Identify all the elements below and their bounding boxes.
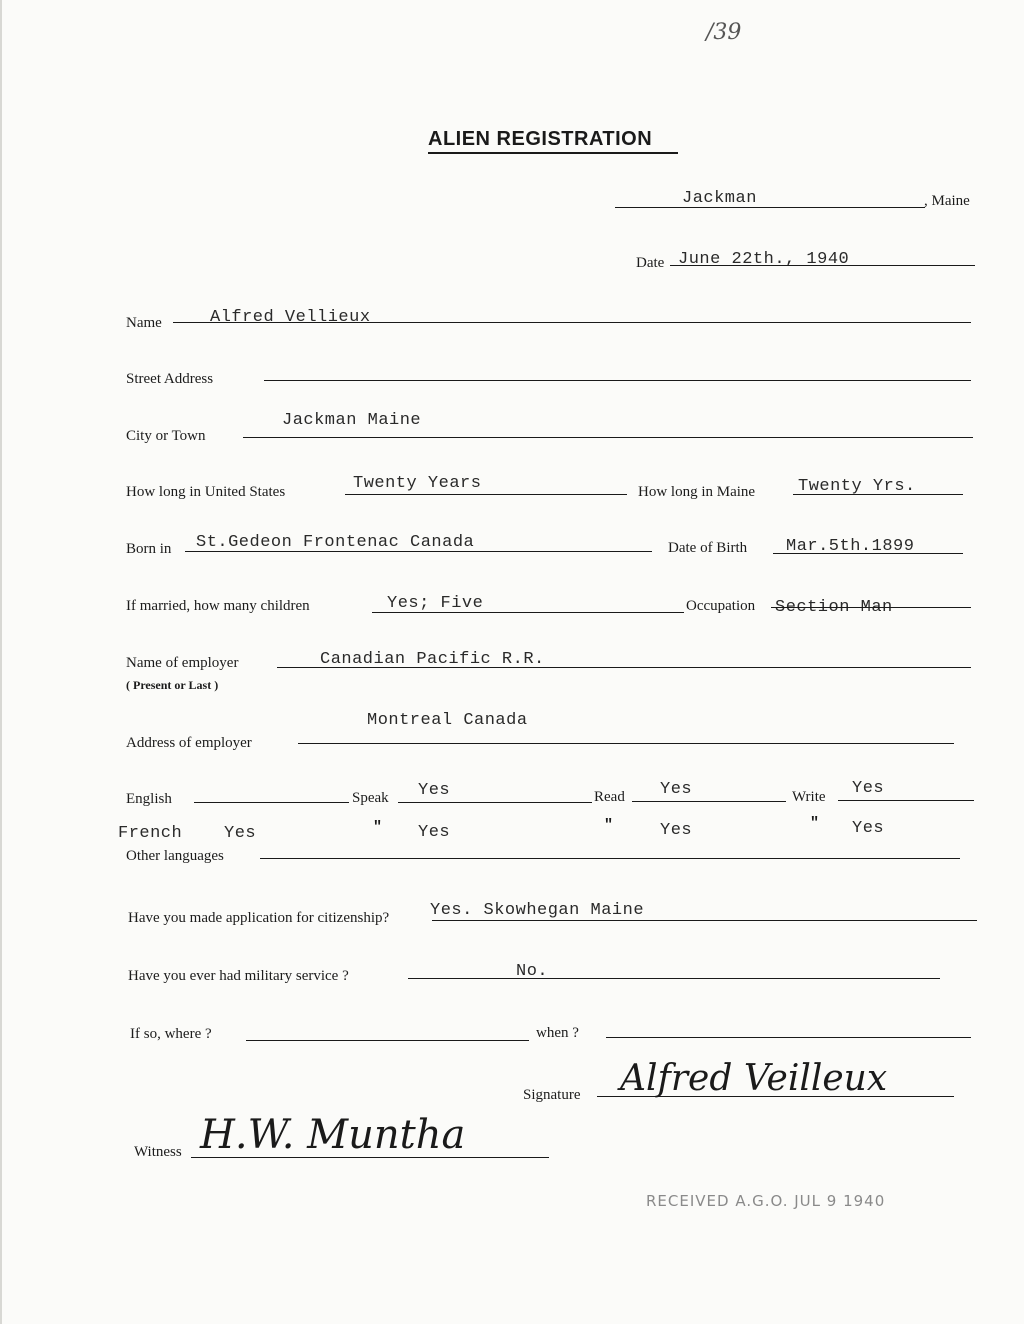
name-line bbox=[173, 322, 971, 323]
name-label: Name bbox=[126, 315, 162, 331]
read-label: Read bbox=[594, 789, 625, 805]
signature-label: Signature bbox=[523, 1087, 581, 1103]
how-long-us-label: How long in United States bbox=[126, 484, 286, 500]
how-long-us-line bbox=[345, 494, 627, 495]
town-line bbox=[615, 207, 925, 208]
where-line bbox=[246, 1040, 529, 1041]
write-label: Write bbox=[792, 789, 826, 805]
employer-value: Canadian Pacific R.R. bbox=[320, 650, 545, 669]
ditto-read: " bbox=[604, 817, 614, 834]
write-line bbox=[838, 800, 974, 801]
english-line bbox=[194, 802, 349, 803]
french-value: Yes bbox=[224, 824, 257, 843]
english-write-value: Yes bbox=[852, 779, 885, 798]
born-in-line bbox=[185, 551, 652, 552]
children-label: If married, how many children bbox=[126, 598, 310, 614]
signature-line bbox=[597, 1096, 954, 1097]
french-read-value: Yes bbox=[660, 821, 693, 840]
name-value: Alfred Vellieux bbox=[210, 308, 371, 327]
city-line bbox=[243, 437, 973, 438]
citizenship-label: Have you made application for citizenship? bbox=[128, 910, 390, 926]
when-label: when ? bbox=[536, 1025, 579, 1041]
witness-line bbox=[191, 1157, 549, 1158]
title-underline bbox=[428, 152, 678, 154]
born-in-value: St.Gedeon Frontenac Canada bbox=[196, 533, 475, 552]
witness-label: Witness bbox=[134, 1144, 182, 1160]
signature-handwriting: Alfred Veilleux bbox=[620, 1058, 888, 1099]
street-line bbox=[264, 380, 971, 381]
how-long-us-value: Twenty Years bbox=[353, 474, 482, 493]
other-languages-label: Other languages bbox=[126, 848, 224, 864]
speak-line bbox=[398, 802, 592, 803]
town-value: Jackman bbox=[682, 189, 757, 208]
how-long-maine-line bbox=[793, 494, 963, 495]
state-label: , Maine bbox=[924, 193, 970, 209]
french-label: French bbox=[118, 824, 183, 843]
citizenship-value: Yes. Skowhegan Maine bbox=[430, 901, 645, 920]
employer-line bbox=[277, 667, 971, 668]
other-languages-line bbox=[260, 858, 960, 859]
citizenship-line bbox=[432, 920, 977, 921]
employer-address-label: Address of employer bbox=[126, 735, 252, 751]
french-write-value: Yes bbox=[852, 819, 885, 838]
ditto-write: " bbox=[810, 815, 820, 832]
city-value: Jackman Maine bbox=[282, 411, 422, 430]
where-label: If so, where ? bbox=[130, 1026, 212, 1042]
children-value: Yes; Five bbox=[387, 594, 484, 613]
date-line bbox=[670, 265, 975, 266]
military-label: Have you ever had military service ? bbox=[128, 968, 349, 984]
received-stamp: RECEIVED A.G.O. JUL 9 1940 bbox=[646, 1192, 886, 1210]
french-speak-value: Yes bbox=[418, 823, 451, 842]
ditto-speak: " bbox=[373, 819, 383, 836]
dob-label: Date of Birth bbox=[668, 540, 748, 556]
occupation-value: Section Man bbox=[775, 598, 893, 617]
form-title: ALIEN REGISTRATION bbox=[428, 128, 653, 150]
date-label: Date bbox=[636, 255, 665, 271]
how-long-maine-label: How long in Maine bbox=[638, 484, 756, 500]
witness-handwriting: H.W. Muntha bbox=[200, 1112, 466, 1158]
english-label: English bbox=[126, 791, 172, 807]
speak-label: Speak bbox=[352, 790, 389, 806]
occupation-line bbox=[771, 607, 971, 608]
employer-label: Name of employer bbox=[126, 655, 239, 671]
read-line bbox=[632, 801, 786, 802]
street-label: Street Address bbox=[126, 371, 214, 387]
how-long-maine-value: Twenty Yrs. bbox=[798, 477, 916, 496]
city-label: City or Town bbox=[126, 428, 206, 444]
employer-sublabel: ( Present or Last ) bbox=[126, 678, 219, 692]
date-value: June 22th., 1940 bbox=[678, 250, 850, 269]
english-read-value: Yes bbox=[660, 780, 693, 799]
dob-value: Mar.5th.1899 bbox=[786, 537, 915, 556]
employer-address-value: Montreal Canada bbox=[367, 711, 528, 730]
english-speak-value: Yes bbox=[418, 781, 451, 800]
dob-line bbox=[773, 553, 963, 554]
employer-address-line bbox=[298, 743, 954, 744]
page-number-note: /39 bbox=[706, 20, 742, 45]
children-line bbox=[372, 612, 684, 613]
when-line bbox=[606, 1037, 971, 1038]
military-value: No. bbox=[516, 962, 549, 981]
born-in-label: Born in bbox=[126, 541, 172, 557]
military-line bbox=[408, 978, 940, 979]
occupation-label: Occupation bbox=[686, 598, 756, 614]
